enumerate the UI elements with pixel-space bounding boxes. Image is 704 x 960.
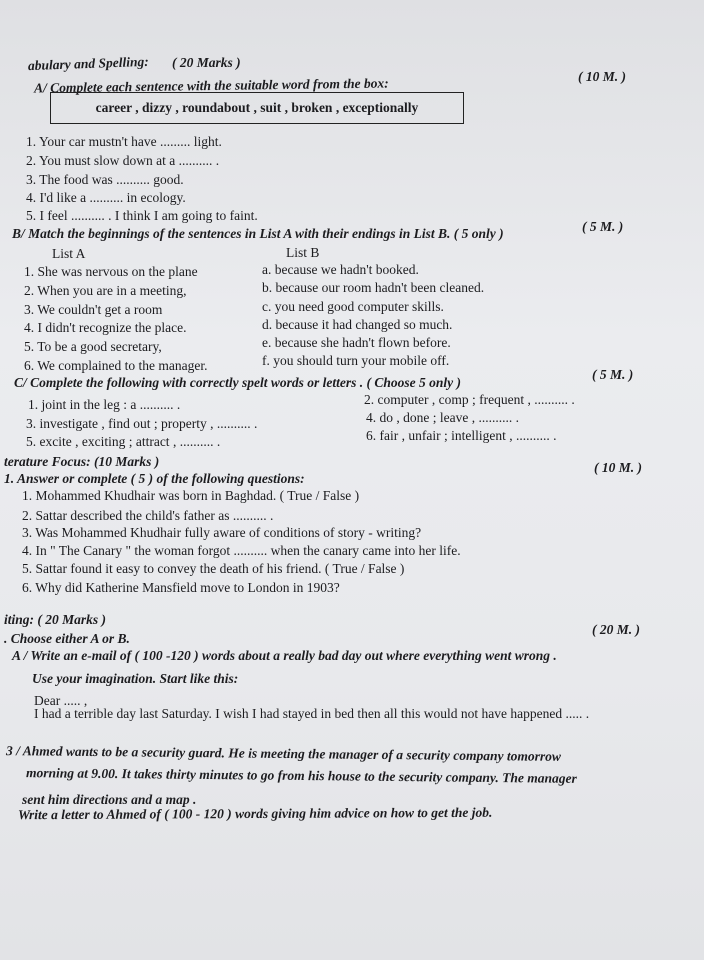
- writing-section-title: iting: ( 20 Marks ): [4, 612, 107, 627]
- writing-b-line-4: Write a letter to Ahmed of ( 100 - 120 ) words giving him advice on how to get the job.: [17, 804, 493, 823]
- list-b-label: List B: [286, 245, 320, 260]
- list-a-item-4: 4. I didn't recognize the place.: [24, 320, 187, 335]
- vocab-a-item-4: 4. I'd like a .......... in ecology.: [26, 190, 186, 205]
- list-b-item-e: e. because she hadn't flown before.: [262, 335, 451, 350]
- vocab-a-marks: ( 10 M. ): [578, 69, 626, 84]
- literature-section-title: terature Focus: (10 Marks ): [4, 454, 160, 469]
- vocab-c-item-4: 4. do , done ; leave , .......... .: [366, 410, 519, 425]
- vocab-c-item-1: 1. joint in the leg : a .......... .: [28, 397, 181, 412]
- vocab-c-heading: C/ Complete the following with correctly spelt words or letters . ( Choose 5 only ): [14, 375, 462, 390]
- writing-a-dear: Dear ..... ,: [34, 693, 88, 708]
- writing-a-line-1: A / Write an e-mail of ( 100 -120 ) words about a really bad day out where everything went wrong .: [12, 648, 557, 663]
- literature-item-5: 5. Sattar found it easy to convey the death of his friend. ( True / False ): [22, 561, 405, 576]
- writing-b-line-2: morning at 9.00. It takes thirty minutes to go from his house to the security company. The manager: [25, 765, 577, 786]
- vocab-a-item-5: 5. I feel .......... . I think I am going to faint.: [26, 208, 258, 223]
- literature-marks: ( 10 M. ): [594, 460, 642, 475]
- vocab-c-item-6: 6. fair , unfair ; intelligent , .......... .: [366, 428, 557, 443]
- literature-heading: 1. Answer or complete ( 5 ) of the following questions:: [4, 471, 305, 486]
- list-b-item-c: c. you need good computer skills.: [262, 299, 444, 314]
- writing-b-line-1: 3 / Ahmed wants to be a security guard. He is meeting the manager of a security company tomorrow: [5, 743, 561, 764]
- list-b-item-f: f. you should turn your mobile off.: [262, 353, 450, 368]
- vocab-a-item-3: 3. The food was .......... good.: [26, 172, 184, 187]
- literature-item-6: 6. Why did Katherine Mansfield move to London in 1903?: [22, 580, 340, 595]
- list-a-item-5: 5. To be a good secretary,: [24, 339, 162, 354]
- literature-item-4: 4. In " The Canary " the woman forgot .......... when the canary came into her life.: [22, 543, 461, 558]
- literature-item-2: 2. Sattar described the child's father as .......... .: [22, 508, 274, 523]
- list-a-item-1: 1. She was nervous on the plane: [24, 264, 198, 279]
- vocab-c-item-3: 3. investigate , find out ; property , .......... .: [26, 416, 258, 431]
- vocab-b-marks: ( 5 M. ): [582, 219, 624, 234]
- vocab-section-title: abulary and Spelling:: [27, 53, 149, 74]
- list-b-item-b: b. because our room hadn't been cleaned.: [262, 280, 485, 295]
- vocab-c-item-2: 2. computer , comp ; frequent , .......... .: [364, 392, 575, 407]
- writing-a-start: I had a terrible day last Saturday. I wish I had stayed in bed then all this would not have happened ..... .: [34, 706, 590, 721]
- writing-heading: . Choose either A or B.: [4, 631, 130, 646]
- vocab-c-marks: ( 5 M. ): [592, 367, 634, 382]
- literature-item-3: 3. Was Mohammed Khudhair fully aware of conditions of story - writing?: [22, 525, 422, 540]
- literature-item-1: 1. Mohammed Khudhair was born in Baghdad. ( True / False ): [22, 488, 360, 503]
- writing-a-line-2: Use your imagination. Start like this:: [32, 671, 239, 686]
- writing-marks: ( 20 M. ): [592, 622, 640, 637]
- list-b-item-d: d. because it had changed so much.: [262, 317, 453, 332]
- vocab-a-heading: A/ Complete each sentence with the suitable word from the box:: [33, 75, 389, 96]
- vocab-section-marks: ( 20 Marks ): [172, 55, 241, 70]
- list-a-item-2: 2. When you are in a meeting,: [24, 283, 187, 298]
- list-a-item-6: 6. We complained to the manager.: [24, 358, 208, 373]
- vocab-a-item-1: 1. Your car mustn't have ......... light.: [26, 134, 222, 149]
- vocab-a-item-2: 2. You must slow down at a .......... .: [26, 153, 220, 168]
- writing-b-line-3: sent him directions and a map .: [22, 792, 197, 807]
- vocab-c-item-5: 5. excite , exciting ; attract , .......... .: [26, 434, 221, 449]
- vocab-b-heading: B/ Match the beginnings of the sentences in List A with their endings in List B. ( 5 only ): [12, 226, 504, 241]
- word-box: career , dizzy , roundabout , suit , broken , exceptionally: [50, 92, 464, 124]
- list-a-label: List A: [52, 246, 86, 261]
- list-a-item-3: 3. We couldn't get a room: [24, 302, 163, 317]
- list-b-item-a: a. because we hadn't booked.: [262, 262, 419, 277]
